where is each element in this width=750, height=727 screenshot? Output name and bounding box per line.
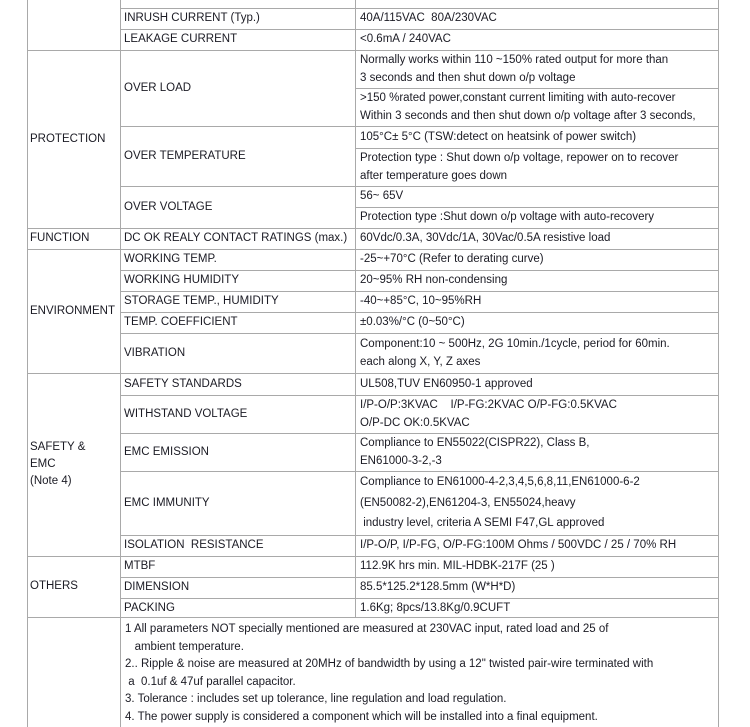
param-cell-storage-temp-humidity <box>121 291 356 312</box>
param-label: MTBF <box>124 560 156 573</box>
category-label: OTHERS <box>30 580 78 593</box>
category-cell-function <box>28 228 121 249</box>
param-cell-over-load <box>121 50 356 126</box>
param-cell-vibration <box>121 333 356 373</box>
value-cell-working-temp <box>356 249 719 270</box>
value-cell-over-temperature-2 <box>356 148 719 186</box>
value-text: after temperature goes down <box>360 170 508 182</box>
value-text: 1.6Kg; 8pcs/13.8Kg/0.9CUFT <box>360 601 511 614</box>
value-cell-temp-coefficient <box>356 312 719 333</box>
category-label: EMC <box>30 458 56 470</box>
value-cell-mtbf <box>356 556 719 577</box>
param-cell-working-temp <box>121 249 356 270</box>
value-text: each along X, Y, Z axes <box>360 356 481 368</box>
param-cell-over-temperature <box>121 126 356 186</box>
value-text: UL508,TUV EN60950-1 approved <box>360 377 533 390</box>
value-text: 40A/115VAC 80A/230VAC <box>360 12 497 25</box>
value-text: industry level, criteria A SEMI F47,GL approved <box>360 517 605 530</box>
category-label: (Note 4) <box>30 475 72 487</box>
category-label: ENVIRONMENT <box>30 304 115 317</box>
param-cell-temp-coefficient <box>121 312 356 333</box>
spec-table <box>27 0 719 727</box>
param-label: WORKING HUMIDITY <box>124 274 239 287</box>
value-cell-working-humidity <box>356 270 719 291</box>
note-line: 2.. Ripple & noise are measured at 20MHz of bandwidth by using a 12" twisted pair-wire terminated with <box>125 658 654 671</box>
value-text: 56~ 65V <box>360 190 404 203</box>
value-cell <box>356 0 719 8</box>
param-label: EMC EMISSION <box>124 445 209 458</box>
param-label: WORKING TEMP. <box>124 253 217 266</box>
value-text: 112.9K hrs min. MIL-HDBK-217F (25 ) <box>360 560 555 573</box>
value-cell-storage-temp-humidity <box>356 291 719 312</box>
value-cell-emc-emission <box>356 433 719 471</box>
value-text: 105°C± 5°C (TSW:detect on heatsink of power switch) <box>360 130 637 143</box>
value-text: ±0.03%/°C (0~50°C) <box>360 316 465 329</box>
value-text: Protection type :Shut down o/p voltage with auto-recovery <box>360 211 655 224</box>
value-text: Normally works within 110 ~150% rated output for more than <box>360 53 669 66</box>
value-text: -25~+70°C (Refer to derating curve) <box>360 253 544 266</box>
param-label: SAFETY STANDARDS <box>124 377 242 390</box>
param-cell-dimension <box>121 577 356 598</box>
param-label: STORAGE TEMP., HUMIDITY <box>124 295 279 308</box>
value-text: 20~95% RH non-condensing <box>360 274 508 287</box>
value-text: I/P-O/P, I/P-FG, O/P-FG:100M Ohms / 500VDC / 25 / 70% RH <box>360 539 677 552</box>
param-label: EMC IMMUNITY <box>124 496 210 509</box>
param-label: INRUSH CURRENT (Typ.) <box>124 12 260 25</box>
value-text: <0.6mA / 240VAC <box>360 33 451 46</box>
value-cell-emc-immunity <box>356 471 719 535</box>
value-cell-dimension <box>356 577 719 598</box>
value-text: -40~+85°C, 10~95%RH <box>360 295 482 308</box>
value-cell-over-load-1 <box>356 50 719 88</box>
value-cell-safety-standards <box>356 373 719 395</box>
value-text: Compliance to EN61000-4-2,3,4,5,6,8,11,EN61000-6-2 <box>360 476 640 489</box>
param-label: LEAKAGE CURRENT <box>124 33 238 46</box>
param-cell <box>121 0 356 8</box>
param-label: OVER VOLTAGE <box>124 200 213 213</box>
category-label: SAFETY & <box>30 441 86 453</box>
param-label: ISOLATION RESISTANCE <box>124 539 264 552</box>
param-label: WITHSTAND VOLTAGE <box>124 407 248 420</box>
param-cell-withstand-voltage <box>121 395 356 433</box>
param-cell-emc-emission <box>121 433 356 471</box>
param-label: DIMENSION <box>124 581 190 594</box>
param-label: PACKING <box>124 601 175 614</box>
value-cell-withstand-voltage <box>356 395 719 433</box>
category-label: PROTECTION <box>30 132 106 145</box>
value-text: EN61000-3-2,-3 <box>360 455 442 467</box>
value-cell-over-load-2 <box>356 88 719 126</box>
param-cell-leakage-current <box>121 29 356 50</box>
value-cell-vibration <box>356 333 719 373</box>
value-text: 85.5*125.2*128.5mm (W*H*D) <box>360 581 516 594</box>
category-cell-input-continued <box>28 0 121 50</box>
value-cell-isolation-resistance <box>356 535 719 556</box>
value-cell-packing <box>356 598 719 618</box>
value-text: Within 3 seconds and then shut down o/p voltage after 3 seconds, <box>360 110 696 122</box>
value-text: 60Vdc/0.3A, 30Vdc/1A, 30Vac/0.5A resistive load <box>360 232 611 245</box>
value-text: O/P-DC OK:0.5KVAC <box>360 417 470 429</box>
note-line: 4. The power supply is considered a component which will be installed into a final equipment. <box>125 710 598 723</box>
note-line: ambient temperature. <box>125 640 244 653</box>
category-cell-protection <box>28 50 121 228</box>
note-line: a 0.1uf & 47uf parallel capacitor. <box>125 675 296 688</box>
param-cell-isolation-resistance <box>121 535 356 556</box>
notes-cell <box>121 618 719 727</box>
category-cell-safety-emc <box>28 373 121 556</box>
param-label: DC OK REALY CONTACT RATINGS (max.) <box>124 232 348 245</box>
note-line: 3. Tolerance : includes set up tolerance, line regulation and load regulation. <box>125 693 507 706</box>
param-cell-over-voltage <box>121 186 356 228</box>
value-text: Protection type : Shut down o/p voltage, repower on to recover <box>360 151 679 164</box>
value-text: >150 %rated power,constant current limiting with auto-recover <box>360 91 676 104</box>
value-cell-over-temperature-1 <box>356 126 719 148</box>
value-cell-inrush-current <box>356 8 719 29</box>
param-label: VIBRATION <box>124 346 186 359</box>
value-text: Component:10 ~ 500Hz, 2G 10min./1cycle, period for 60min. <box>360 337 670 350</box>
category-cell-environment <box>28 249 121 373</box>
value-text: Compliance to EN55022(CISPR22), Class B, <box>360 436 590 449</box>
param-cell-inrush-current <box>121 8 356 29</box>
param-cell-working-humidity <box>121 270 356 291</box>
value-cell-dc-ok-relay <box>356 228 719 249</box>
value-cell-over-voltage-2 <box>356 207 719 228</box>
param-cell-emc-immunity <box>121 471 356 535</box>
param-cell-packing <box>121 598 356 618</box>
note-line: 1 All parameters NOT specially mentioned are measured at 230VAC input, rated load and 25 of <box>125 623 609 635</box>
value-cell-over-voltage-1 <box>356 186 719 207</box>
param-label: OVER LOAD <box>124 81 192 94</box>
category-label: FUNCTION <box>30 232 90 244</box>
value-text: I/P-O/P:3KVAC I/P-FG:2KVAC O/P-FG:0.5KVAC <box>360 398 617 411</box>
value-cell-leakage-current <box>356 29 719 50</box>
param-cell-safety-standards <box>121 373 356 395</box>
category-cell-others <box>28 556 121 618</box>
param-label: OVER TEMPERATURE <box>124 149 246 162</box>
param-cell-mtbf <box>121 556 356 577</box>
category-cell-notes-empty <box>28 618 121 727</box>
param-cell-dc-ok-relay <box>121 228 356 249</box>
value-text: (EN50082-2),EN61204-3, EN55024,heavy <box>360 496 576 509</box>
value-text: 3 seconds and then shut down o/p voltage <box>360 72 576 84</box>
param-label: TEMP. COEFFICIENT <box>124 316 238 329</box>
